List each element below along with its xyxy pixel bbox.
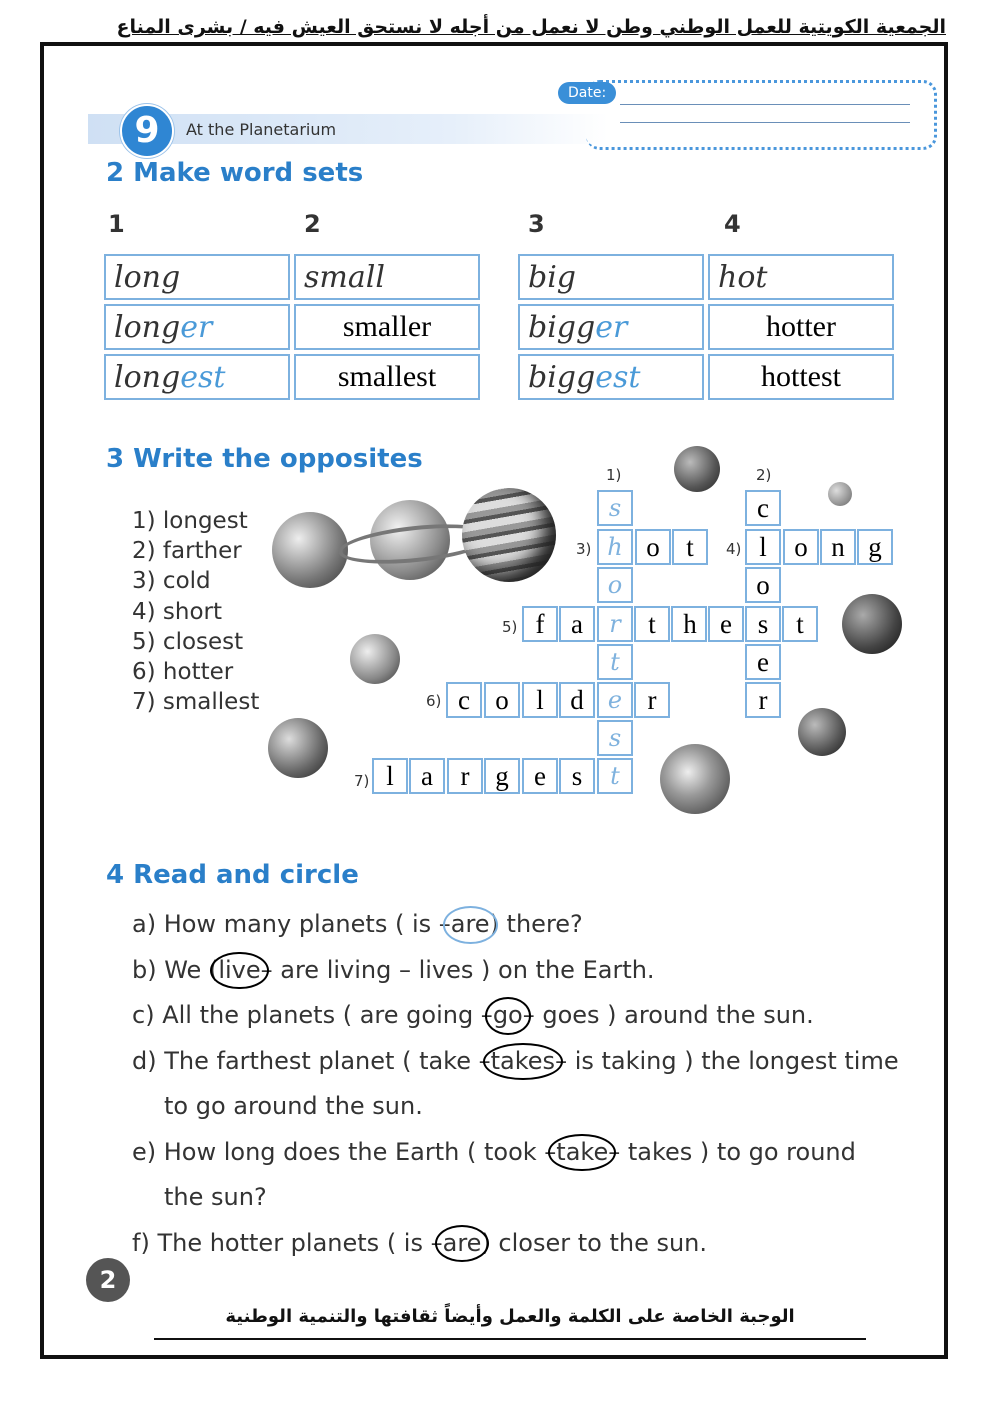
clue-number: 7): [354, 772, 370, 790]
circled-answer[interactable]: take: [556, 1130, 608, 1176]
crossword-cell[interactable]: d: [559, 682, 595, 718]
date-box[interactable]: [586, 80, 937, 150]
column-number: 4: [724, 210, 741, 238]
question-e: e) How long does the Earth ( took –take – takes ) to go round: [132, 1130, 922, 1176]
answer-cell[interactable]: hotter: [708, 304, 894, 350]
earth-image: [660, 744, 730, 814]
page-number: 2: [86, 1258, 130, 1302]
word-cell: hot: [708, 254, 894, 300]
word-cell: longer: [104, 304, 290, 350]
crossword-cell[interactable]: t: [634, 606, 670, 642]
word-cell: small: [294, 254, 480, 300]
jupiter-image: [462, 488, 556, 582]
planet-image: [674, 446, 720, 492]
crossword-cell[interactable]: h: [597, 529, 633, 565]
crossword-cell[interactable]: c: [745, 490, 781, 526]
question-b: b) We (live – are living – lives ) on the Earth.: [132, 948, 922, 994]
planet-image: [842, 594, 902, 654]
date-label: Date:: [558, 82, 616, 104]
crossword-cell[interactable]: l: [372, 758, 408, 794]
answer-cell[interactable]: smallest: [294, 354, 480, 400]
header-arabic-line: الجمعية الكويتية للعمل الوطني وطن لا نعمل من أجله لا نستحق العيش فيه / بشرى المناع: [116, 16, 946, 38]
crossword-cell[interactable]: t: [782, 606, 818, 642]
crossword-cell[interactable]: a: [409, 758, 445, 794]
planet-image: [350, 634, 400, 684]
crossword-cell[interactable]: a: [559, 606, 595, 642]
word-set-table-right: [514, 250, 898, 404]
circled-answer[interactable]: takes: [491, 1039, 555, 1085]
circled-answer[interactable]: are: [451, 902, 490, 948]
section4-title: 4 Read and circle: [106, 860, 359, 890]
crossword-cell[interactable]: o: [597, 567, 633, 603]
clue-item: 3) cold: [132, 568, 211, 595]
clue-item: 4) short: [132, 598, 223, 625]
clue-number: 5): [502, 618, 518, 636]
crossword-cell[interactable]: o: [635, 529, 671, 565]
clue-number: 3): [576, 540, 592, 558]
crossword-cell[interactable]: s: [597, 720, 633, 756]
opposites-clue-list: [132, 506, 259, 717]
crossword-cell[interactable]: g: [857, 529, 893, 565]
answer-cell[interactable]: hottest: [708, 354, 894, 400]
column-number: 1: [108, 210, 125, 238]
crossword-cell[interactable]: e: [745, 644, 781, 680]
crossword-cell[interactable]: s: [745, 606, 781, 642]
section3-title: 3 Write the opposites: [106, 444, 423, 474]
clue-item: 5) closest: [132, 628, 244, 655]
crossword-cell[interactable]: r: [447, 758, 483, 794]
crossword-cell[interactable]: f: [522, 606, 558, 642]
date-line: [620, 104, 910, 105]
planet-image: [272, 512, 348, 588]
question-d-continuation: to go around the sun.: [164, 1092, 423, 1120]
circled-answer[interactable]: live: [218, 948, 260, 994]
planet-image: [268, 718, 328, 778]
clue-item: 6) hotter: [132, 659, 234, 686]
crossword-cell[interactable]: e: [597, 682, 633, 718]
read-and-circle-list: [132, 902, 922, 1266]
crossword-cell[interactable]: c: [446, 682, 482, 718]
crossword-cell[interactable]: s: [597, 490, 633, 526]
crossword-cell[interactable]: l: [522, 682, 558, 718]
crossword-cell[interactable]: e: [522, 758, 558, 794]
crossword-cell[interactable]: t: [672, 529, 708, 565]
circled-answer[interactable]: go: [493, 993, 523, 1039]
question-e-continuation: the sun?: [164, 1183, 267, 1211]
question-c: c) All the planets ( are going –go – goes ) around the sun.: [132, 993, 922, 1039]
crossword-cell[interactable]: o: [484, 682, 520, 718]
unit-title: At the Planetarium: [186, 120, 337, 139]
crossword-cell[interactable]: s: [559, 758, 595, 794]
clue-number: 2): [756, 466, 772, 484]
clue-item: 1) longest: [132, 508, 248, 534]
clue-item: 7) smallest: [132, 689, 260, 716]
word-cell: longest: [104, 354, 290, 400]
crossword-cell[interactable]: h: [671, 606, 707, 642]
question-f: f) The hotter planets ( is –are ) closer to the sun.: [132, 1221, 922, 1267]
circled-answer[interactable]: are: [443, 1221, 482, 1267]
crossword-cell[interactable]: t: [597, 758, 633, 794]
word-set-table-left: [100, 250, 484, 404]
clue-number: 4): [726, 540, 742, 558]
crossword-cell[interactable]: r: [745, 682, 781, 718]
footer-underline: [154, 1338, 866, 1340]
crossword-cell[interactable]: t: [597, 644, 633, 680]
word-cell: long: [104, 254, 290, 300]
clue-number: 1): [606, 466, 622, 484]
column-number: 2: [304, 210, 321, 238]
word-cell: big: [518, 254, 704, 300]
crossword-cell[interactable]: o: [783, 529, 819, 565]
clue-item: 2) farther: [132, 538, 242, 565]
column-number: 3: [528, 210, 545, 238]
clue-number: 6): [426, 692, 442, 710]
crossword-cell[interactable]: r: [634, 682, 670, 718]
crossword-cell[interactable]: e: [708, 606, 744, 642]
planet-image: [828, 482, 852, 506]
crossword-cell[interactable]: n: [820, 529, 856, 565]
section2-title: 2 Make word sets: [106, 158, 364, 188]
crossword-cell[interactable]: o: [745, 567, 781, 603]
unit-number-badge: 9: [120, 104, 174, 158]
word-cell: biggest: [518, 354, 704, 400]
word-cell: bigger: [518, 304, 704, 350]
answer-cell[interactable]: smaller: [294, 304, 480, 350]
crossword-cell[interactable]: g: [484, 758, 520, 794]
crossword-cell[interactable]: l: [745, 529, 781, 565]
question-a: a) How many planets ( is –are ) there?: [132, 902, 922, 948]
crossword-cell[interactable]: r: [597, 606, 633, 642]
footer-arabic-line: الوجبة الخاصة على الكلمة والعمل وأيضاً ثقافتها والتنمية الوطنية: [225, 1306, 795, 1327]
planet-image: [798, 708, 846, 756]
question-d: d) The farthest planet ( take –takes – is taking ) the longest time: [132, 1039, 922, 1085]
date-line: [620, 122, 910, 123]
